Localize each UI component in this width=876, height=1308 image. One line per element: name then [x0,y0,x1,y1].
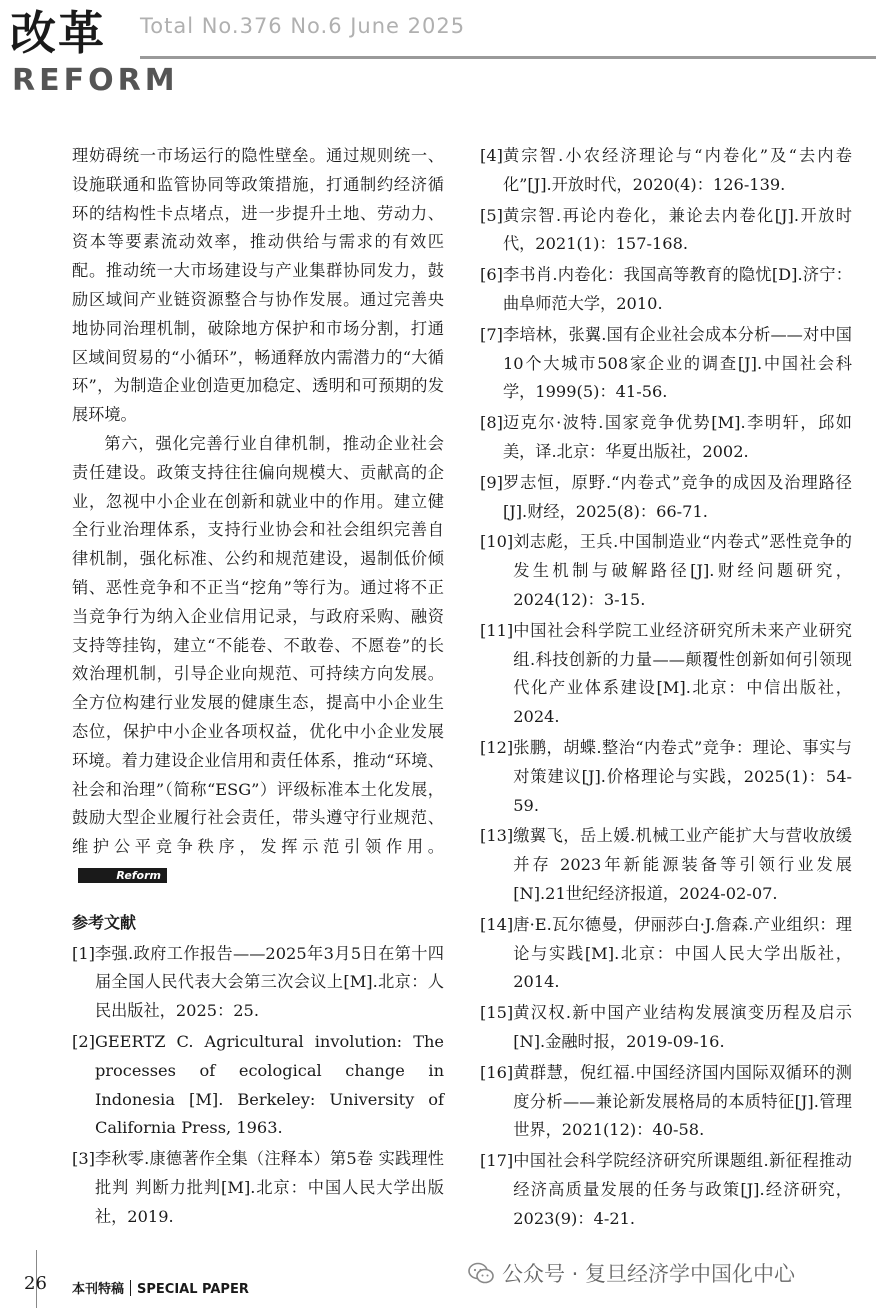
reference-text: 中国社会科学院经济研究所课题组.新征程推动经济高质量发展的任务与政策[J].经济研究，2023(9)：4-21. [513,1151,852,1228]
reference-text: 罗志恒，原野.“内卷式”竞争的成因及治理路径[J].财经，2025(8)：66-71. [502,472,852,521]
reference-item [480,202,852,260]
reference-number: [14] [480,914,514,934]
reference-text: 唐·E.瓦尔德曼，伊丽莎白·J.詹森.产业组织：理论与实践[M].北京：中国人民大学出版社，2014. [513,914,852,992]
reference-item [480,1147,852,1233]
section-label-en: SPECIAL PAPER [137,1282,249,1297]
reference-item [480,469,852,527]
reference-item [480,734,852,820]
reference-number: [2] [72,1031,95,1051]
journal-logo-cn: 改革 [10,6,106,60]
wechat-icon [468,1262,494,1284]
reference-number: [8] [480,413,503,433]
reference-item [480,822,852,908]
issue-info: Total No.376 No.6 June 2025 [140,14,466,38]
wechat-watermark [468,1258,795,1288]
reference-number: [5] [480,205,503,225]
reference-text: 李强.政府工作报告——2025年3月5日在第十四届全国人民代表大会第三次会议上[M].北京：人民出版社，2025：25. [94,943,444,1021]
reference-text: 黄宗智.小农经济理论与“内卷化”及“去内卷化”[J].开放时代，2020(4)：126-139. [502,146,852,194]
page-header [0,0,876,110]
body-paragraph-2-text: 第六，强化完善行业自律机制，推动企业社会责任建设。政策支持往往偏向规模大、贡献高的企业，忽视中小企业在创新和就业中的作用。建立健全行业治理体系，支持行业协会和社会组织完善自律机制，强化标准、公约和规范建设，遏制低价倾销、恶性竞争和不正当“挖角”等行为。通过将不正当竞争行为纳入企业信用记录，与政府采购、融资支持等挂钩，建立“不能卷、不敢卷、不愿卷”的长效治理机制，引导企业向规范、可持续方向发展。全方位构建行业发展的健康生态，提高中小企业生态位，保护中小企业各项权益，优化中小企业发展环境。着力建设企业信用和责任体系，推动“环境、社会和治理”（简称“ESG”）评级标准本土化发展，鼓励大型企业履行社会责任，带头遵守行业规范、维护公平竞争秩序，发挥示范引领作用。 [72,433,444,857]
reference-item [72,1028,444,1143]
reference-number: [15] [480,1003,514,1023]
right-column [480,142,852,1235]
reference-number: [6] [480,265,503,285]
reference-item [480,528,852,614]
reference-text: 中国社会科学院工业经济研究所未来产业研究组.科技创新的力量——颠覆性创新如何引领现代化产业体系建设[M].北京：中信出版社，2024. [513,620,852,727]
reference-text: 李书肖.内卷化：我国高等教育的隐忧[D].济宁：曲阜师范大学，2010. [502,265,852,313]
reference-item [480,999,852,1057]
reference-item [72,1145,444,1231]
reference-number: [3] [72,1149,95,1169]
reference-text: 黄汉权.新中国产业结构发展演变历程及启示[N].金融时报，2019-09-16. [513,1003,852,1051]
reference-text: 张鹏，胡蝶.整治“内卷式”竞争：理论、事实与对策建议[J].价格理论与实践，2025(1)：54-59. [513,737,852,815]
section-label-cn: 本刊特稿 [72,1282,125,1297]
reference-item [72,940,444,1026]
reference-text: GEERTZ C. Agricultural involution: The processes of ecological change in Indonesia [M]. Berkeley: University of California Press, 1963. [94,1031,444,1138]
reference-item [480,142,852,200]
reference-item [480,261,852,319]
reference-item [480,409,852,467]
reference-number: [16] [480,1062,514,1082]
watermark-text: 公众号 · 复旦经济学中国化中心 [502,1262,796,1286]
body-paragraph-2 [72,430,444,891]
reference-number: [7] [480,324,503,344]
reference-number: [17] [480,1151,514,1171]
reference-item [480,321,852,407]
page-footer [0,1250,876,1308]
reference-text: 迈克尔·波特.国家竞争优势[M].李明轩，邱如美，译.北京：华夏出版社，2002. [502,413,852,461]
page-number: 26 [24,1273,47,1294]
reference-number: [11] [480,620,514,640]
section-label [72,1278,249,1297]
reference-item [480,617,852,732]
reference-text: 黄宗智.再论内卷化，兼论去内卷化[J].开放时代，2021(1)：157-168. [502,205,852,254]
reference-text: 黄群慧，倪红福.中国经济国内国际双循环的测度分析——兼论新发展格局的本质特征[J].管理世界，2021(12)：40-58. [513,1062,852,1140]
reference-text: 李培林，张翼.国有企业社会成本分析——对中国10个大城市508家企业的调查[J].中国社会科学，1999(5)：41-56. [502,324,852,402]
reference-item [480,911,852,997]
reference-text: 缴翼飞，岳上媛.机械工业产能扩大与营收放缓并存 2023年新能源装备等引领行业发展[N].21世纪经济报道，2024-02-07. [513,826,852,903]
body-paragraph-1: 理妨碍统一市场运行的隐性壁垒。通过规则统一、设施联通和监管协同等政策措施，打通制约经济循环的结构性卡点堵点，进一步提升土地、劳动力、资本等要素流动效率，推动供给与需求的有效匹配。推动统一大市场建设与产业集群协同发力，鼓励区域间产业链资源整合与协作发展。通过完善央地协同治理机制，破除地方保护和市场分割，打通区域间贸易的“小循环”，畅通释放内需潜力的“大循环”，为制造企业创造更加稳定、透明和可预期的发展环境。 [72,146,444,425]
references-list-left [72,940,444,1232]
left-column [72,142,444,1233]
reference-item [480,1059,852,1145]
reference-number: [4] [480,146,503,165]
reference-text: 李秋零.康德著作全集（注释本）第5卷 实践理性批判 判断力批判[M].北京：中国人民大学出版社，2019. [94,1149,444,1226]
reference-number: [13] [480,826,514,846]
reform-end-mark: Reform [78,868,167,883]
references-list-right [480,142,852,1233]
reference-number: [10] [480,532,514,552]
reference-number: [1] [72,943,95,963]
journal-logo-en: REFORM [12,63,179,98]
reference-text: 刘志彪，王兵.中国制造业“内卷式”恶性竞争的发生机制与破解路径[J].财经问题研究，2024(12)：3-15. [513,532,852,609]
reference-number: [9] [480,472,503,492]
references-heading: 参考文献 [72,912,137,932]
header-rule [140,56,876,59]
section-separator [130,1280,131,1296]
reference-number: [12] [480,737,514,757]
